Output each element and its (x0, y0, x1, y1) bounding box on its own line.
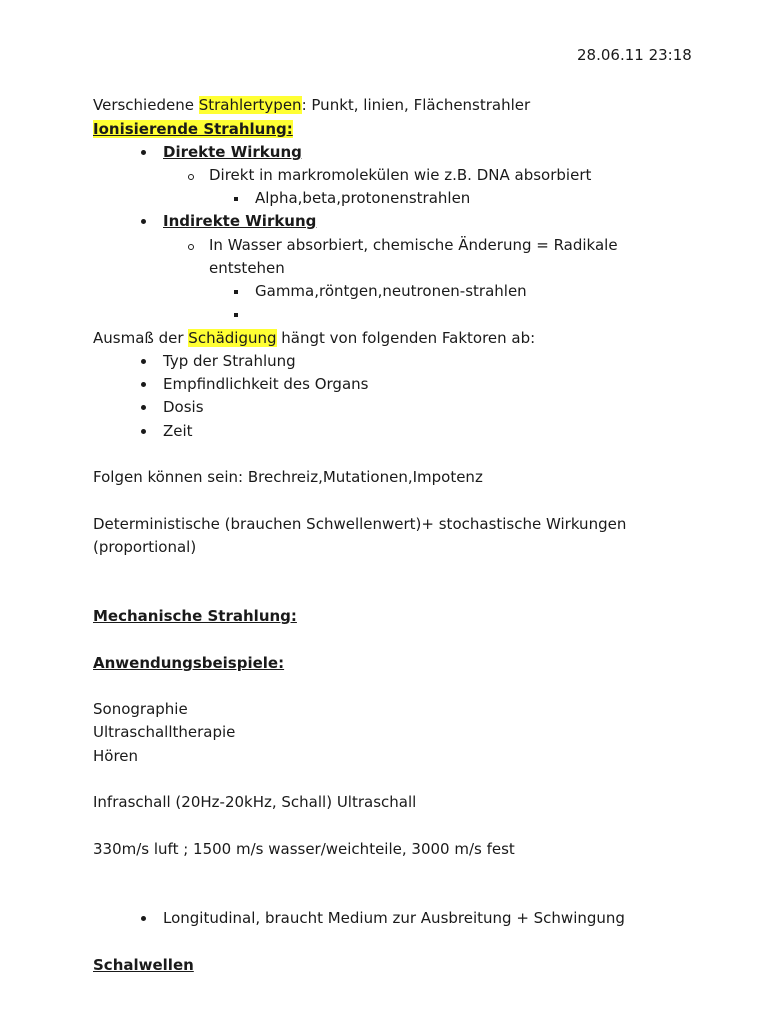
effects-line1: Deterministische (brauchen Schwellenwert)+ stochastische Wirkungen (93, 515, 627, 533)
circle-bullet-icon (188, 174, 194, 180)
disc-bullet-icon (141, 219, 146, 224)
indirect-sub-line1: In Wasser absorbiert, chemische Änderung = Radikale (209, 236, 618, 254)
disc-bullet-icon (141, 382, 146, 387)
bullet-factor (141, 351, 149, 371)
indirect-leaf: Gamma,röntgen,neutronen-strahlen (255, 282, 527, 300)
direct-title: Direkte Wirkung (163, 143, 302, 161)
waves-heading: Schalwellen (93, 956, 194, 974)
effects-line2: (proportional) (93, 538, 197, 556)
examples-heading: Anwendungsbeispiele: (93, 654, 285, 672)
damage-suffix: hängt von folgenden Faktoren ab: (276, 329, 536, 347)
bullet-factor (141, 374, 149, 394)
example-item: Ultraschalltherapie (93, 723, 236, 741)
bullet-indirect-leaf (234, 281, 242, 301)
bullet-direct-sub (188, 165, 196, 185)
ionizing-heading: Ionisierende Strahlung: (93, 120, 293, 138)
direct-sub: Direkt in markromolekülen wie z.B. DNA absorbiert (209, 166, 592, 184)
intro-highlight: Strahlertypen (198, 96, 302, 114)
bullet-empty-leaf (234, 304, 242, 324)
factor-item: Typ der Strahlung (163, 352, 296, 370)
square-bullet-icon (234, 290, 238, 294)
timestamp: 28.06.11 23:18 (577, 46, 692, 64)
disc-bullet-icon (141, 405, 146, 410)
bullet-factor (141, 421, 149, 441)
intro-prefix: Verschiedene (93, 96, 199, 114)
bullet-direct-leaf (234, 188, 242, 208)
bullet-wave (141, 908, 149, 928)
damage-line (93, 328, 535, 348)
direct-leaf: Alpha,beta,protonenstrahlen (255, 189, 471, 207)
disc-bullet-icon (141, 150, 146, 155)
disc-bullet-icon (141, 916, 146, 921)
intro-suffix: : Punkt, linien, Flächenstrahler (301, 96, 531, 114)
square-bullet-icon (234, 313, 238, 317)
disc-bullet-icon (141, 429, 146, 434)
circle-bullet-icon (188, 244, 194, 250)
ionizing-heading-line (93, 119, 293, 139)
wave-bullet: Longitudinal, braucht Medium zur Ausbreitung + Schwingung (163, 909, 625, 927)
bullet-indirect (141, 211, 149, 231)
mechanical-heading: Mechanische Strahlung: (93, 607, 297, 625)
example-item: Hören (93, 747, 139, 765)
sound-speeds: 330m/s luft ; 1500 m/s wasser/weichteile, 3000 m/s fest (93, 840, 515, 858)
consequences: Folgen können sein: Brechreiz,Mutationen,Impotenz (93, 468, 483, 486)
frequency-ranges: Infraschall (20Hz-20kHz, Schall) Ultraschall (93, 793, 417, 811)
bullet-direct (141, 142, 149, 162)
damage-highlight: Schädigung (188, 329, 277, 347)
bullet-factor (141, 397, 149, 417)
indirect-title: Indirekte Wirkung (163, 212, 317, 230)
damage-prefix: Ausmaß der (93, 329, 189, 347)
disc-bullet-icon (141, 359, 146, 364)
factor-item: Empfindlichkeit des Organs (163, 375, 369, 393)
factor-item: Dosis (163, 398, 204, 416)
intro-line (93, 95, 530, 115)
factor-item: Zeit (163, 422, 193, 440)
square-bullet-icon (234, 197, 238, 201)
example-item: Sonographie (93, 700, 188, 718)
bullet-indirect-sub (188, 235, 196, 255)
indirect-sub-line2: entstehen (209, 259, 285, 277)
